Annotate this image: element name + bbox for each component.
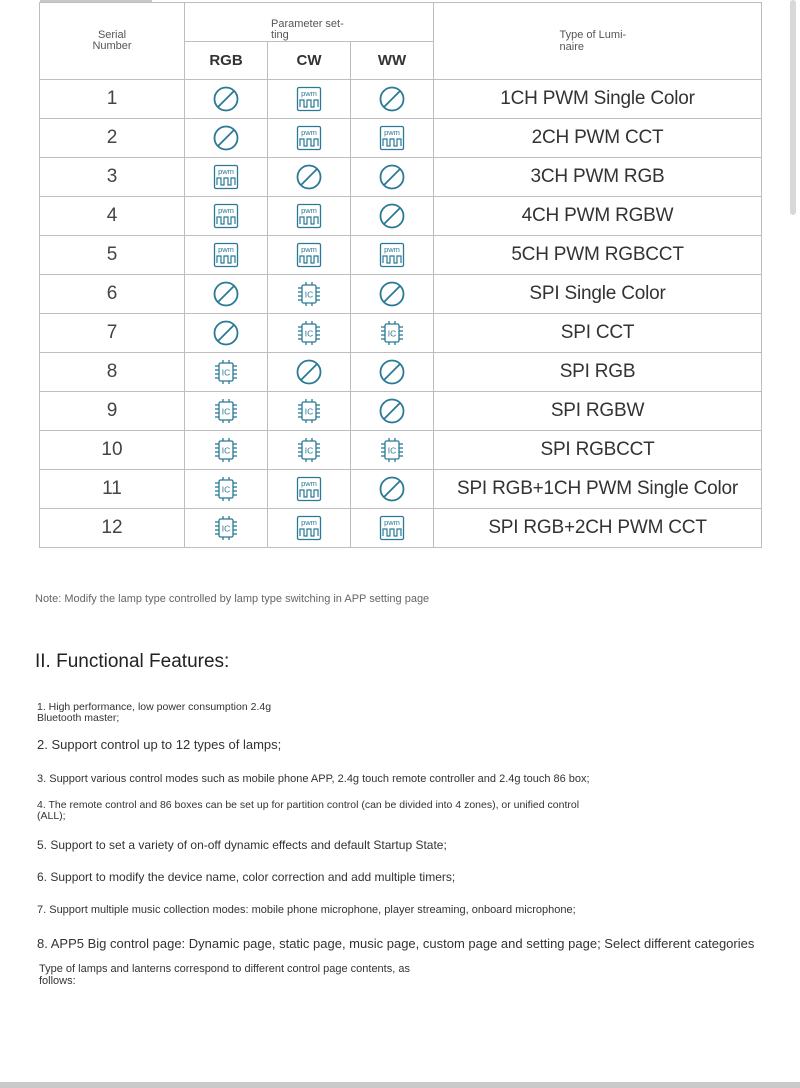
feature-item: 3. Support various control modes such as mobile phone APP, 2.4g touch remote controller and 2.4g touch 86 box; — [37, 773, 590, 785]
feature-item: 7. Support multiple music collection modes: mobile phone microphone, player streaming, onboard microphone; — [37, 904, 576, 916]
svg-text:pwm: pwm — [384, 518, 400, 527]
svg-text:IC: IC — [221, 484, 231, 495]
pwm-icon — [295, 124, 323, 152]
luminaire-type-cell: 5CH PWM RGBCCT — [434, 236, 762, 275]
ww-parameter-cell — [351, 80, 434, 119]
rgb-parameter-cell — [185, 431, 268, 470]
ic-chip-icon — [295, 280, 323, 308]
ic-chip-icon — [295, 436, 323, 464]
rgb-parameter-cell — [185, 80, 268, 119]
prohibited-icon — [378, 475, 406, 503]
prohibited-icon — [378, 163, 406, 191]
cw-parameter-cell — [268, 119, 351, 158]
rgb-parameter-cell — [185, 275, 268, 314]
ww-parameter-cell — [351, 431, 434, 470]
ic-chip-icon — [295, 397, 323, 425]
serial-number-cell: 9 — [40, 392, 185, 431]
ic-chip-icon — [212, 436, 240, 464]
rgb-parameter-cell — [185, 158, 268, 197]
prohibited-icon — [295, 358, 323, 386]
ww-parameter-cell — [351, 275, 434, 314]
ic-chip-icon — [212, 397, 240, 425]
svg-text:IC: IC — [304, 328, 314, 339]
svg-text:pwm: pwm — [384, 245, 400, 254]
feature-item: 5. Support to set a variety of on-off dynamic effects and default Startup State; — [37, 838, 447, 852]
svg-text:pwm: pwm — [301, 479, 317, 488]
pwm-icon — [295, 202, 323, 230]
rgb-parameter-cell — [185, 119, 268, 158]
serial-number-cell: 1 — [40, 80, 185, 119]
feature-item-tail: Type of lamps and lanterns correspond to different control page contents, as follows: — [39, 963, 410, 987]
header-cw: CW — [268, 42, 351, 80]
feature-item: 2. Support control up to 12 types of lamps; — [37, 737, 282, 752]
luminaire-type-cell: 1CH PWM Single Color — [434, 80, 762, 119]
luminaire-type-cell: SPI RGBCCT — [434, 431, 762, 470]
pwm-icon — [378, 514, 406, 542]
cw-parameter-cell — [268, 158, 351, 197]
prohibited-icon — [212, 124, 240, 152]
ww-parameter-cell — [351, 509, 434, 548]
pwm-icon — [212, 202, 240, 230]
prohibited-icon — [378, 85, 406, 113]
luminaire-type-cell: SPI RGBW — [434, 392, 762, 431]
header-luminaire-type: Type of Lumi-naire — [434, 3, 762, 80]
ic-chip-icon — [212, 358, 240, 386]
prohibited-icon — [212, 319, 240, 347]
pwm-icon — [378, 124, 406, 152]
table-row — [40, 119, 762, 158]
svg-text:IC: IC — [304, 406, 314, 417]
feature-item: 6. Support to modify the device name, color correction and add multiple timers; — [37, 870, 456, 884]
cw-parameter-cell — [268, 314, 351, 353]
rgb-parameter-cell — [185, 236, 268, 275]
header-parameter-setting: Parameter set-ting — [185, 3, 434, 42]
prohibited-icon — [295, 163, 323, 191]
ww-parameter-cell — [351, 119, 434, 158]
bottom-scrollbar[interactable] — [0, 1082, 800, 1088]
svg-text:IC: IC — [387, 445, 397, 456]
pwm-icon — [212, 163, 240, 191]
ic-chip-icon — [212, 475, 240, 503]
cw-parameter-cell — [268, 431, 351, 470]
table-row — [40, 158, 762, 197]
feature-item: 8. APP5 Big control page: Dynamic page, static page, music page, custom page and setting page; Select different categories — [37, 936, 755, 951]
header-rgb: RGB — [185, 42, 268, 80]
svg-text:pwm: pwm — [301, 89, 317, 98]
ww-parameter-cell — [351, 314, 434, 353]
scrollbar-thumb[interactable] — [790, 0, 796, 215]
ww-parameter-cell — [351, 392, 434, 431]
table-row — [40, 470, 762, 509]
luminaire-type-cell: 4CH PWM RGBW — [434, 197, 762, 236]
serial-number-cell: 8 — [40, 353, 185, 392]
ww-parameter-cell — [351, 470, 434, 509]
serial-number-cell: 2 — [40, 119, 185, 158]
header-serial-number: Serial Number — [40, 3, 185, 80]
serial-number-cell: 4 — [40, 197, 185, 236]
rgb-parameter-cell — [185, 470, 268, 509]
prohibited-icon — [378, 202, 406, 230]
svg-text:pwm: pwm — [218, 206, 234, 215]
svg-text:pwm: pwm — [218, 167, 234, 176]
prohibited-icon — [378, 358, 406, 386]
luminaire-type-cell: 3CH PWM RGB — [434, 158, 762, 197]
lamp-type-table — [39, 2, 762, 548]
feature-item: 1. High performance, low power consumption 2.4g Bluetooth master; — [37, 701, 272, 724]
svg-text:IC: IC — [221, 523, 231, 534]
feature-item: 4. The remote control and 86 boxes can be set up for partition control (can be divided into 4 zones), or unified control (ALL); — [37, 799, 580, 822]
rgb-parameter-cell — [185, 392, 268, 431]
serial-number-cell: 12 — [40, 509, 185, 548]
rgb-parameter-cell — [185, 509, 268, 548]
table-row — [40, 80, 762, 119]
rgb-parameter-cell — [185, 353, 268, 392]
serial-number-cell: 6 — [40, 275, 185, 314]
svg-text:IC: IC — [387, 328, 397, 339]
prohibited-icon — [378, 280, 406, 308]
ic-chip-icon — [295, 319, 323, 347]
svg-text:IC: IC — [304, 289, 314, 300]
svg-text:IC: IC — [304, 445, 314, 456]
pwm-icon — [378, 241, 406, 269]
section-title: II. Functional Features: — [35, 651, 230, 672]
cw-parameter-cell — [268, 353, 351, 392]
luminaire-type-cell: SPI RGB+1CH PWM Single Color — [434, 470, 762, 509]
serial-number-cell: 3 — [40, 158, 185, 197]
luminaire-type-cell: SPI RGB+2CH PWM CCT — [434, 509, 762, 548]
pwm-icon — [295, 514, 323, 542]
table-row — [40, 431, 762, 470]
svg-text:IC: IC — [221, 367, 231, 378]
serial-number-cell: 7 — [40, 314, 185, 353]
luminaire-type-cell: 2CH PWM CCT — [434, 119, 762, 158]
svg-text:pwm: pwm — [301, 128, 317, 137]
table-row — [40, 509, 762, 548]
cw-parameter-cell — [268, 236, 351, 275]
luminaire-type-cell: SPI Single Color — [434, 275, 762, 314]
table-row — [40, 392, 762, 431]
pwm-icon — [295, 475, 323, 503]
cw-parameter-cell — [268, 470, 351, 509]
prohibited-icon — [212, 280, 240, 308]
rgb-parameter-cell — [185, 314, 268, 353]
ww-parameter-cell — [351, 353, 434, 392]
pwm-icon — [212, 241, 240, 269]
cw-parameter-cell — [268, 275, 351, 314]
ww-parameter-cell — [351, 236, 434, 275]
rgb-parameter-cell — [185, 197, 268, 236]
ww-parameter-cell — [351, 158, 434, 197]
ic-chip-icon — [378, 436, 406, 464]
luminaire-type-cell: SPI CCT — [434, 314, 762, 353]
ic-chip-icon — [212, 514, 240, 542]
table-row — [40, 353, 762, 392]
pwm-icon — [295, 241, 323, 269]
ww-parameter-cell — [351, 197, 434, 236]
table-row — [40, 275, 762, 314]
serial-number-cell: 11 — [40, 470, 185, 509]
svg-text:IC: IC — [221, 406, 231, 417]
svg-text:pwm: pwm — [301, 206, 317, 215]
table-note: Note: Modify the lamp type controlled by lamp type switching in APP setting page — [35, 593, 430, 605]
table-row — [40, 197, 762, 236]
serial-number-cell: 10 — [40, 431, 185, 470]
svg-text:IC: IC — [221, 445, 231, 456]
header-ww: WW — [351, 42, 434, 80]
cw-parameter-cell — [268, 80, 351, 119]
cw-parameter-cell — [268, 392, 351, 431]
prohibited-icon — [378, 397, 406, 425]
prohibited-icon — [212, 85, 240, 113]
table-row — [40, 314, 762, 353]
svg-text:pwm: pwm — [301, 245, 317, 254]
pwm-icon — [295, 85, 323, 113]
svg-text:pwm: pwm — [301, 518, 317, 527]
cw-parameter-cell — [268, 197, 351, 236]
ic-chip-icon — [378, 319, 406, 347]
table-row — [40, 236, 762, 275]
serial-number-cell: 5 — [40, 236, 185, 275]
luminaire-type-cell: SPI RGB — [434, 353, 762, 392]
svg-text:pwm: pwm — [384, 128, 400, 137]
cw-parameter-cell — [268, 509, 351, 548]
svg-text:pwm: pwm — [218, 245, 234, 254]
